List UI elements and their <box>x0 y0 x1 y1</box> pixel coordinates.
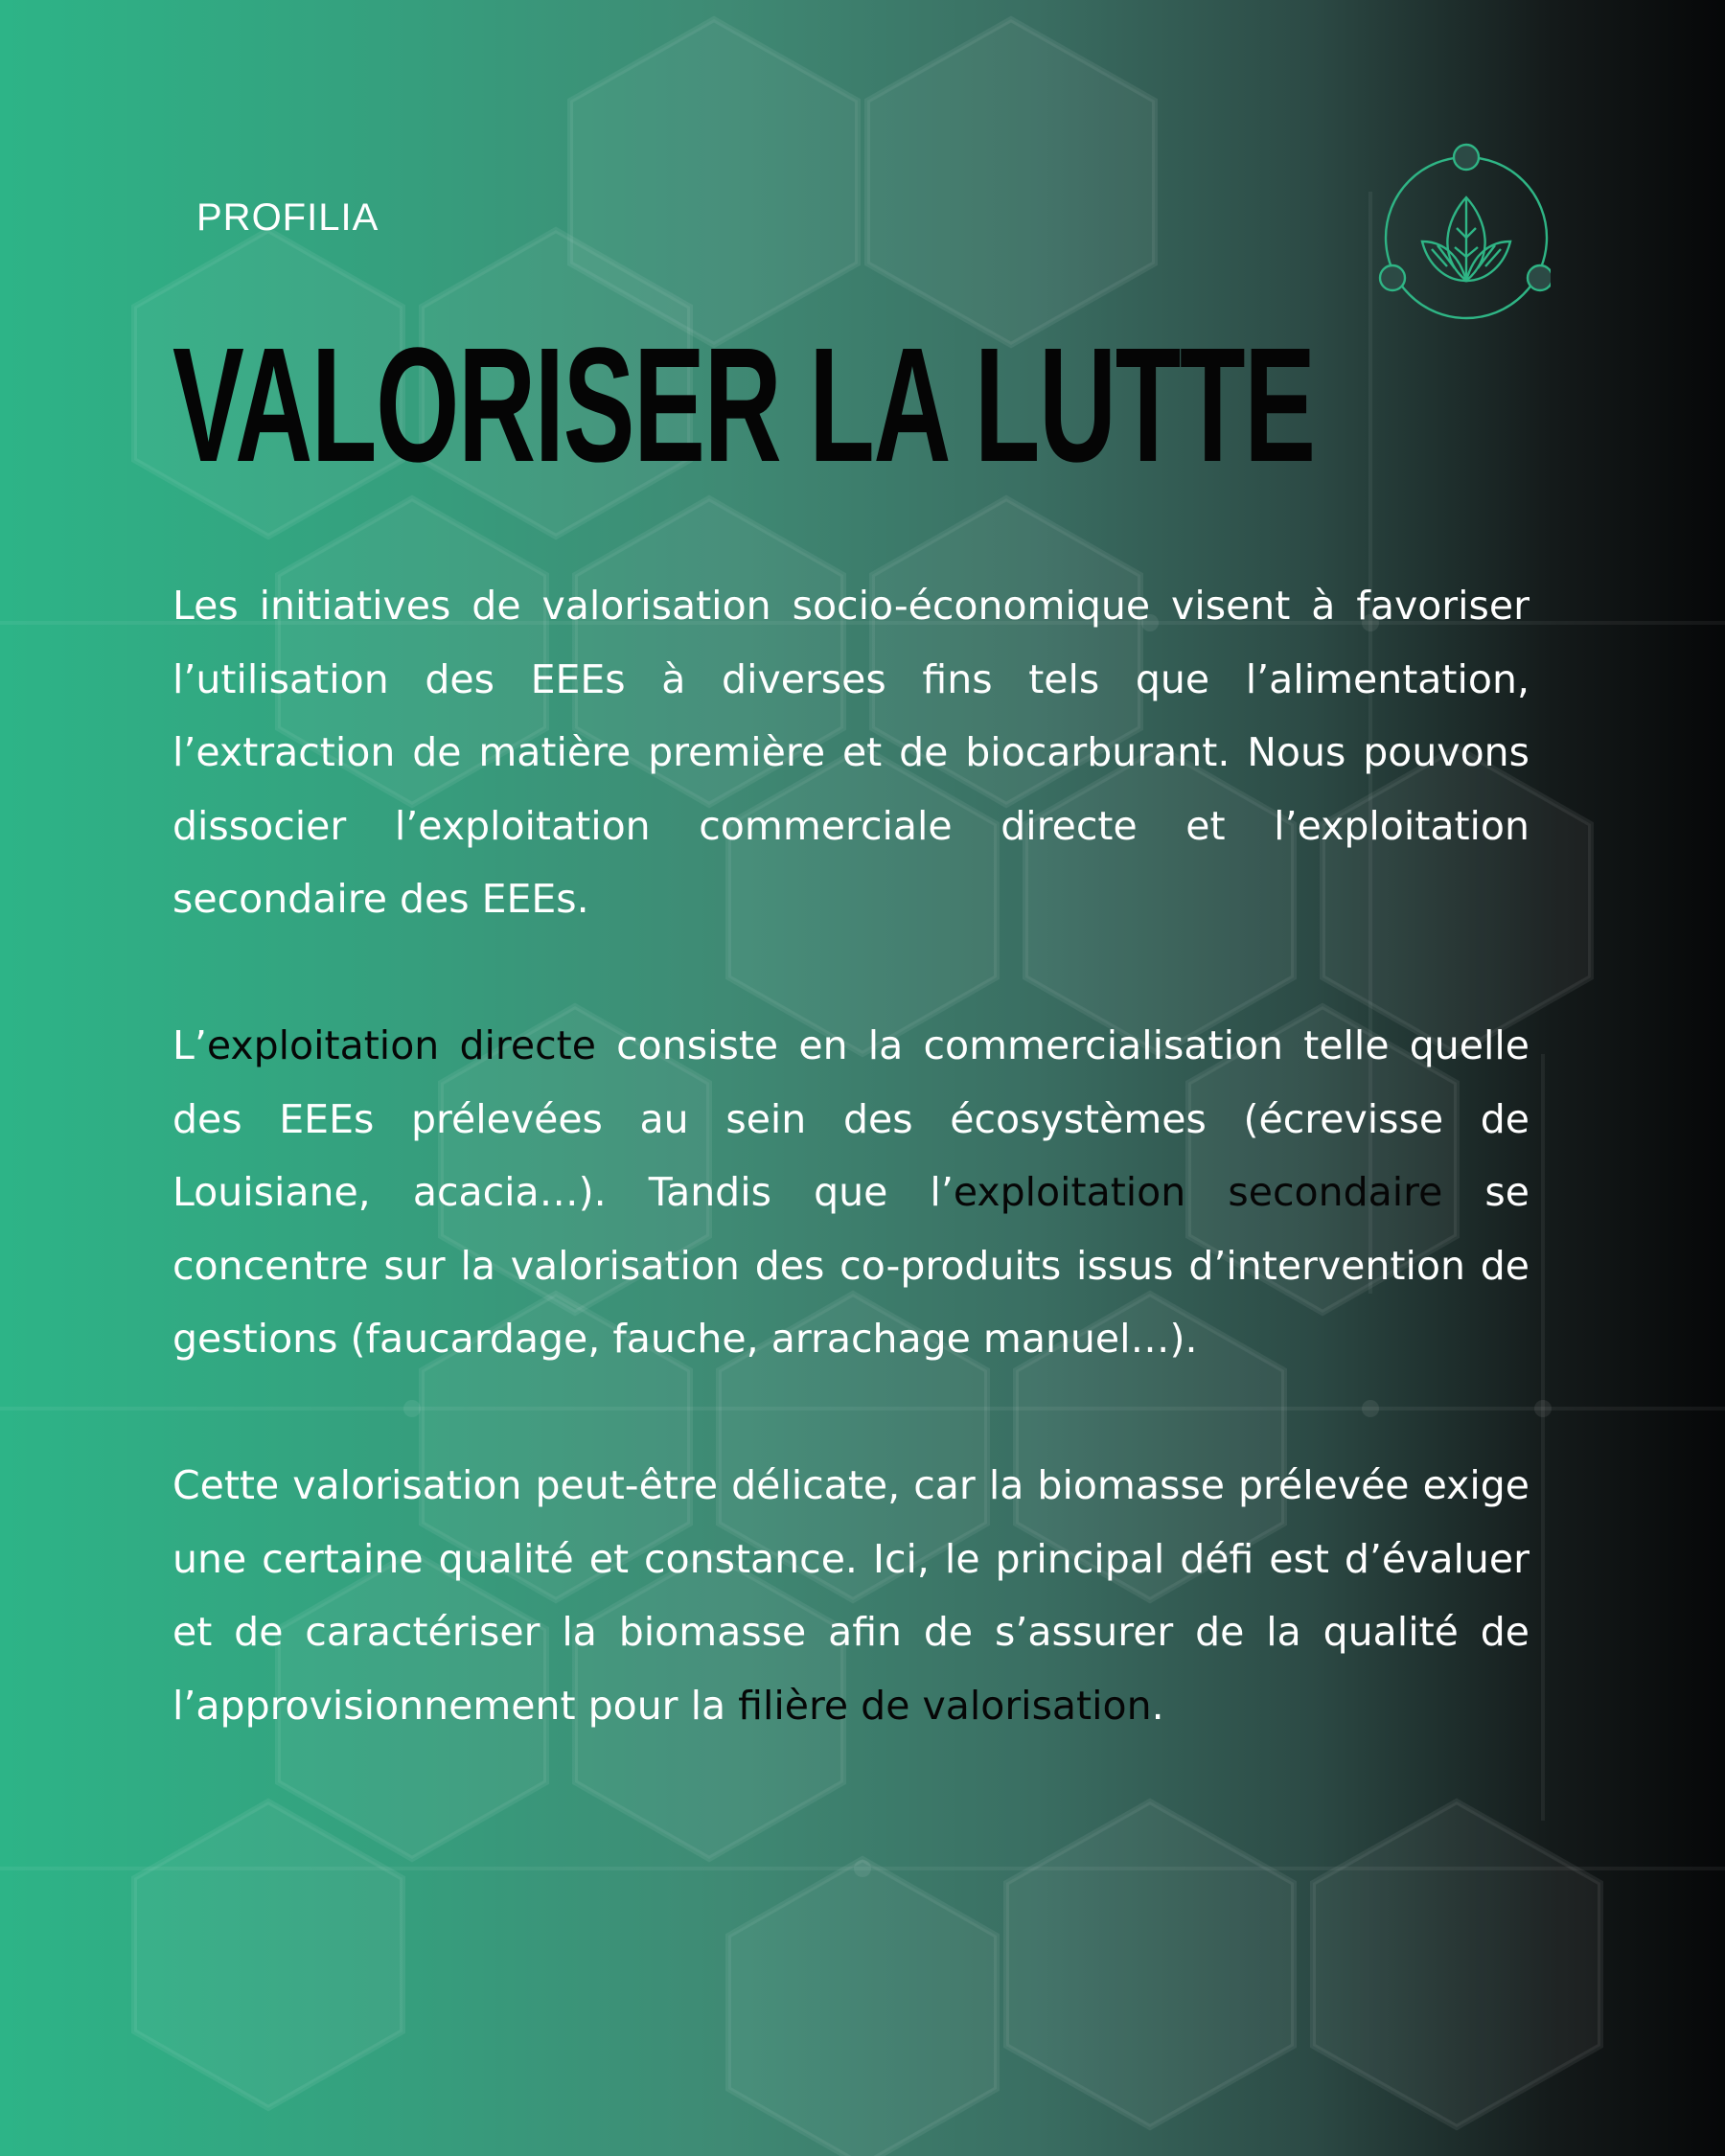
text-segment: se concentre sur la valorisation des co-produits issus d’intervention de gestions (faucardage, fauche, arrachage manuel…). <box>172 1169 1530 1362</box>
highlight-exploitation-secondaire: exploitation secondaire <box>953 1169 1443 1215</box>
paragraph-biomasse <box>172 1449 1530 1742</box>
text-segment: Cette valorisation peut-être délicate, car la biomasse prélevée exige une certaine qualité et constance. Ici, le principal défi est d’évaluer et de caractériser la biomasse afin de s’assurer de la qualité de l’approvisionnement pour la <box>172 1462 1530 1729</box>
page-title: VALORISER LA LUTTE <box>172 314 1315 496</box>
text-segment: consiste en la commercialisation telle quelle des EEEs prélevées au sein des écosystèmes (écrevisse de Louisiane, acacia…). Tandis que l’ <box>172 1022 1530 1215</box>
body-text <box>172 569 1530 1816</box>
paragraph-exploitation <box>172 1009 1530 1376</box>
brand-name: PROFILIA <box>196 196 380 239</box>
text-segment: L’ <box>172 1022 207 1068</box>
highlight-exploitation-directe: exploitation directe <box>206 1022 596 1068</box>
leaf-circle-icon <box>1378 142 1551 333</box>
paragraph-intro: Les initiatives de valorisation socio-économique visent à favoriser l’utilisation des EEEs à diverses fins tels que l’alimentation, l’extraction de matière première et de biocarburant. Nous pouvons dissocier l’exploitation commerciale directe et l’exploitation secondaire des EEEs. <box>172 583 1530 922</box>
highlight-filiere: filière de valorisation <box>738 1682 1152 1729</box>
text-segment: . <box>1151 1682 1164 1729</box>
